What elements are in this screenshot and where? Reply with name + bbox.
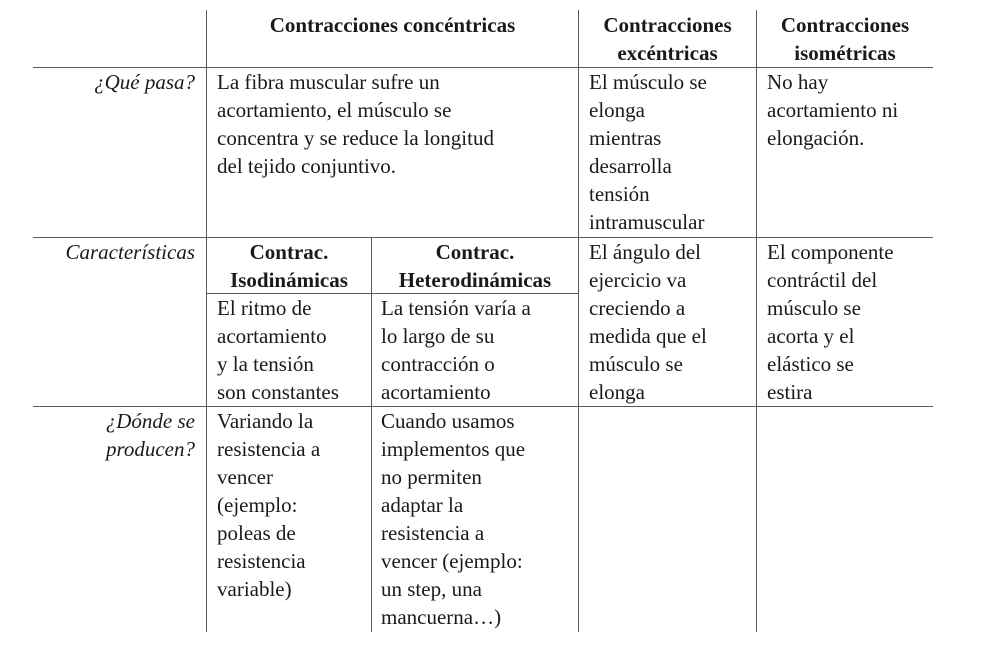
cell-que-pasa-concentricas: La fibra muscular sufre un acortamiento, el músculo se concentra y se reduce la longitud del tejido conjuntivo.	[217, 70, 494, 178]
cell-que-pasa-isometricas: No hay acortamiento ni elongación.	[767, 70, 899, 150]
header-isometricas: Contracciones isométricas	[780, 13, 910, 65]
header-excentricas: Contracciones excéntricas	[603, 13, 732, 65]
cell-donde-isodinamicas: Variando la resistencia a vencer (ejemplo: poleas de resistencia variable)	[217, 409, 321, 601]
subheader-isodinamicas: Contrac. Isodinámicas	[230, 240, 348, 292]
cell-caracteristicas-isodinamicas: El ritmo de acortamiento y la tensión son constantes	[217, 296, 339, 404]
row-label-caracteristicas: Características	[65, 240, 195, 264]
cell-donde-heterodinamicas: Cuando usamos implementos que no permiten adaptar la resistencia a vencer (ejemplo: un step, una mancuerna…)	[381, 409, 526, 629]
rule-col2-left	[578, 10, 579, 632]
rule-col3-left	[756, 10, 757, 632]
subheader-heterodinamicas: Contrac. Heterodinámicas	[398, 240, 552, 292]
cell-que-pasa-excentricas: El músculo se elonga mientras desarrolla tensión intramuscular	[589, 70, 707, 234]
row-label-donde: ¿Dónde se producen?	[105, 409, 195, 461]
rule-col1-left	[206, 10, 207, 632]
cell-caracteristicas-excentricas: El ángulo del ejercicio va creciendo a medida que el músculo se elonga	[589, 240, 707, 404]
header-concentricas: Contracciones concéntricas	[269, 13, 516, 37]
cell-caracteristicas-isometricas: El componente contráctil del músculo se acorta y el elástico se estira	[767, 240, 894, 404]
rule-subcol-divider	[371, 237, 372, 632]
row-label-que-pasa: ¿Qué pasa?	[94, 70, 195, 94]
cell-caracteristicas-heterodinamicas: La tensión varía a lo largo de su contracción o acortamiento	[381, 296, 531, 404]
